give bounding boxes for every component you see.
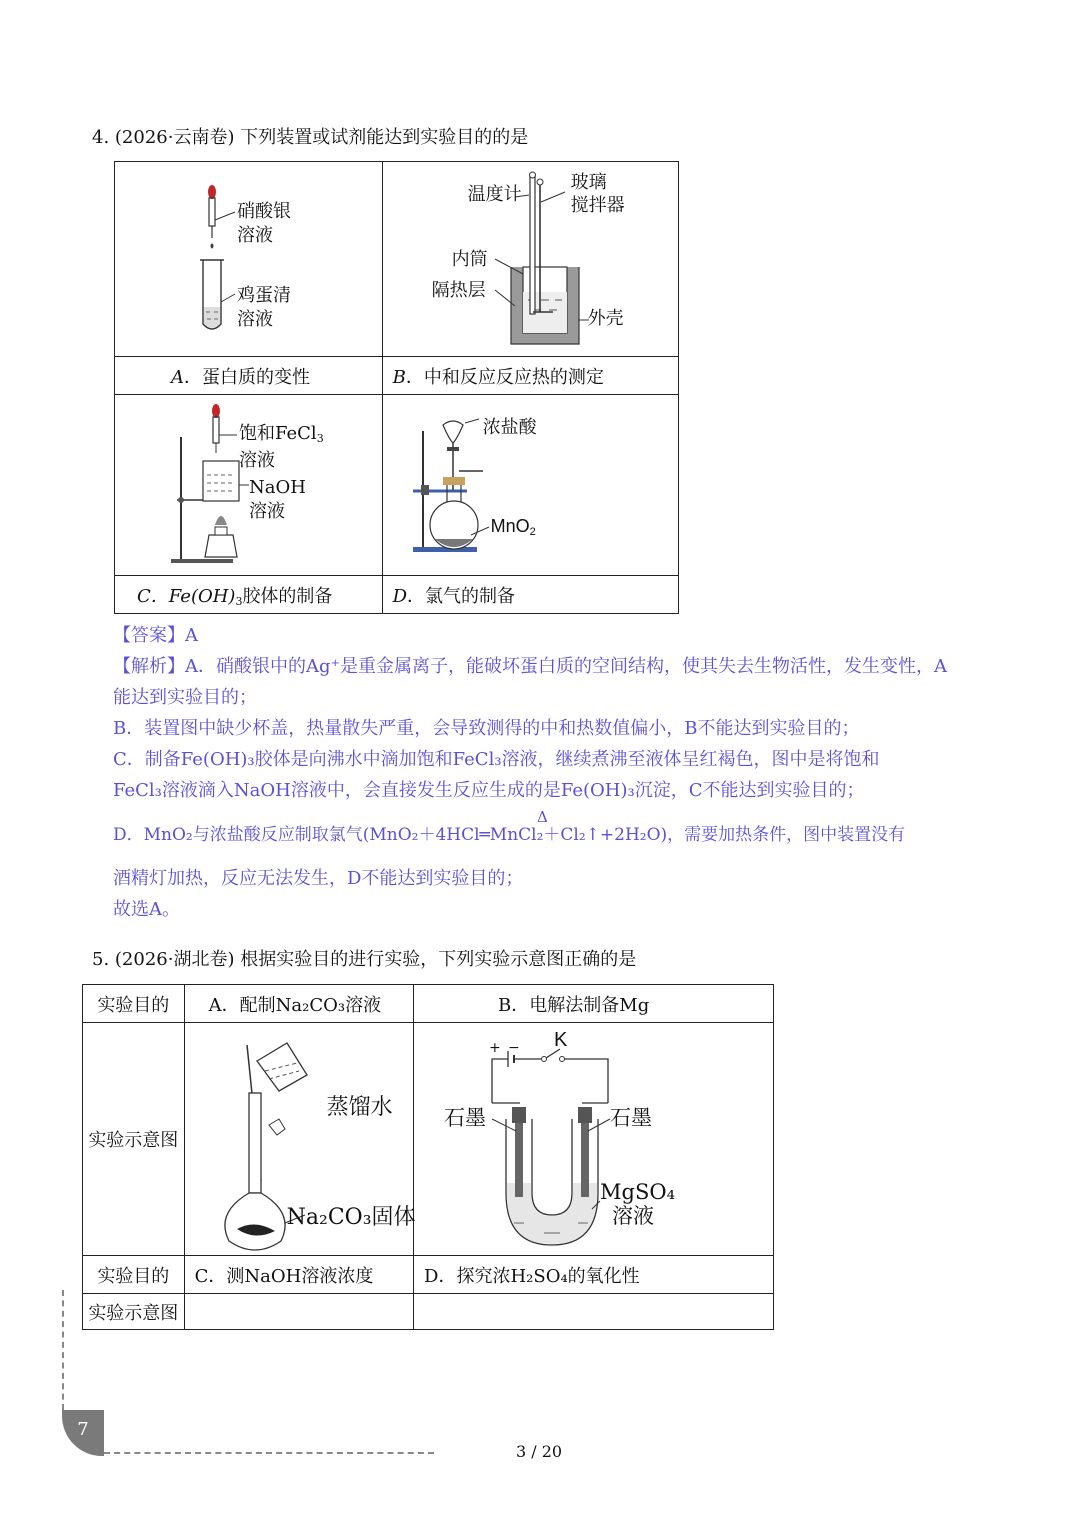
- label-graphite-right: 石墨: [610, 1106, 653, 1130]
- label-inner-cup: 内筒: [451, 249, 488, 270]
- row4-cell-c: [184, 1294, 413, 1330]
- label-solution-4: 溶液: [249, 501, 285, 522]
- figure-b-calorimeter: [383, 162, 678, 356]
- caption-c: C．$Fe(OH)_3$胶体的制备: [115, 576, 383, 614]
- label-mgso4: MgSO₄: [600, 1180, 675, 1204]
- label-stirrer: 搅拌器: [570, 195, 625, 216]
- question-4-title: 4. (2026·云南卷) 下列装置或试剂能达到实验目的的是: [92, 127, 529, 148]
- footer-vertical-dash: [62, 1290, 64, 1410]
- analysis-line-5: FeCl₃溶液滴入NaOH溶液中，会直接发生反应生成的是Fe(OH)₃沉淀，C不能达到实验目的；: [113, 780, 865, 801]
- label-naoh: NaOH: [249, 477, 306, 498]
- caption-a: A．蛋白质的变性: [115, 357, 383, 395]
- label-saturated-fecl3: 饱和FeCl$_3$: [239, 423, 324, 445]
- row3-option-d: D．探究浓H₂SO₄的氧化性: [414, 1256, 774, 1294]
- row4-header: 实验示意图: [83, 1294, 185, 1330]
- caption-b: B．中和反应反应热的测定: [382, 357, 678, 395]
- row1-option-b: B．电解法制备Mg: [414, 985, 774, 1023]
- analysis-line-2: 能达到实验目的；: [113, 687, 257, 708]
- label-plus: +: [489, 1040, 501, 1056]
- analysis-line-8: 故选A。: [113, 899, 180, 920]
- label-distilled-water: 蒸馏水: [326, 1095, 393, 1120]
- label-insulation: 隔热层: [431, 280, 486, 301]
- label-conc-hcl: 浓盐酸: [482, 417, 537, 438]
- label-na2co3-solid: Na₂CO₃固体: [286, 1205, 416, 1230]
- footer-horizontal-dash: [104, 1452, 434, 1454]
- analysis-line-4: C．制备Fe(OH)₃胶体是向沸水中滴加饱和FeCl₃溶液，继续煮沸至液体呈红褐色，图中是将饱和: [113, 749, 880, 770]
- row1-option-a: A．配制Na₂CO₃溶液: [184, 985, 413, 1023]
- analysis-line-7: 酒精灯加热，反应无法发生，D不能达到实验目的；: [113, 868, 524, 889]
- label-thermometer: 温度计: [467, 184, 522, 205]
- row2-header: 实验示意图: [83, 1023, 185, 1256]
- label-mno2: MnO$_2$: [490, 516, 536, 538]
- label-switch-k: K: [554, 1029, 568, 1051]
- page-tab: 7: [62, 1410, 104, 1456]
- question-4-table: [114, 161, 679, 614]
- figure-5a-volumetric-flask: [185, 1023, 416, 1255]
- label-graphite-left: 石墨: [444, 1106, 487, 1130]
- row3-header: 实验目的: [83, 1256, 185, 1294]
- caption-d: D．氯气的制备: [382, 576, 678, 614]
- answer-block: [113, 620, 1013, 925]
- row1-header: 实验目的: [83, 985, 185, 1023]
- electrolysis-drawing: [414, 1023, 746, 1255]
- label-egg-white: 鸡蛋清: [237, 285, 291, 306]
- label-solution-1: 溶液: [237, 225, 273, 246]
- row3-option-c: C．测NaOH溶液浓度: [184, 1256, 413, 1294]
- figure-c-colloid: [115, 395, 382, 575]
- question-5-table: [82, 984, 774, 1330]
- delta-symbol: Δ: [537, 808, 548, 826]
- figure-d-chlorine: [383, 395, 678, 575]
- analysis-line-6: D．MnO₂与浓盐酸反应制取氯气(MnO₂＋4HCl═MnCl₂＋Cl₂↑+2H₂O)，需要加热条件，图中装置没有: [113, 825, 906, 845]
- analysis-line-3: B．装置图中缺少杯盖，热量散失严重，会导致测得的中和热数值偏小，B不能达到实验目的；: [113, 718, 860, 739]
- label-solution-2: 溶液: [237, 309, 273, 330]
- figure-5b-electrolysis: [414, 1023, 773, 1255]
- page-number: 3 / 20: [516, 1442, 563, 1461]
- label-shell: 外壳: [587, 308, 624, 329]
- analysis-line-1: 【解析】A．硝酸银中的Ag⁺是重金属离子，能破坏蛋白质的空间结构，使其失去生物活性，发生变性，A: [113, 656, 948, 677]
- label-solution-3: 溶液: [239, 450, 275, 471]
- calorimeter-drawing: [383, 162, 679, 356]
- row4-cell-d: [414, 1294, 774, 1330]
- label-solution-5: 溶液: [612, 1204, 655, 1228]
- figure-a-silver-nitrate: [115, 162, 382, 356]
- question-5-title: 5. (2026·湖北卷) 根据实验目的进行实验，下列实验示意图正确的是: [92, 949, 637, 970]
- answer-tag: 【答案】A: [113, 625, 198, 646]
- label-minus: −: [508, 1040, 520, 1056]
- label-glass: 玻璃: [570, 172, 607, 193]
- label-silver-nitrate: 硝酸银: [237, 201, 291, 222]
